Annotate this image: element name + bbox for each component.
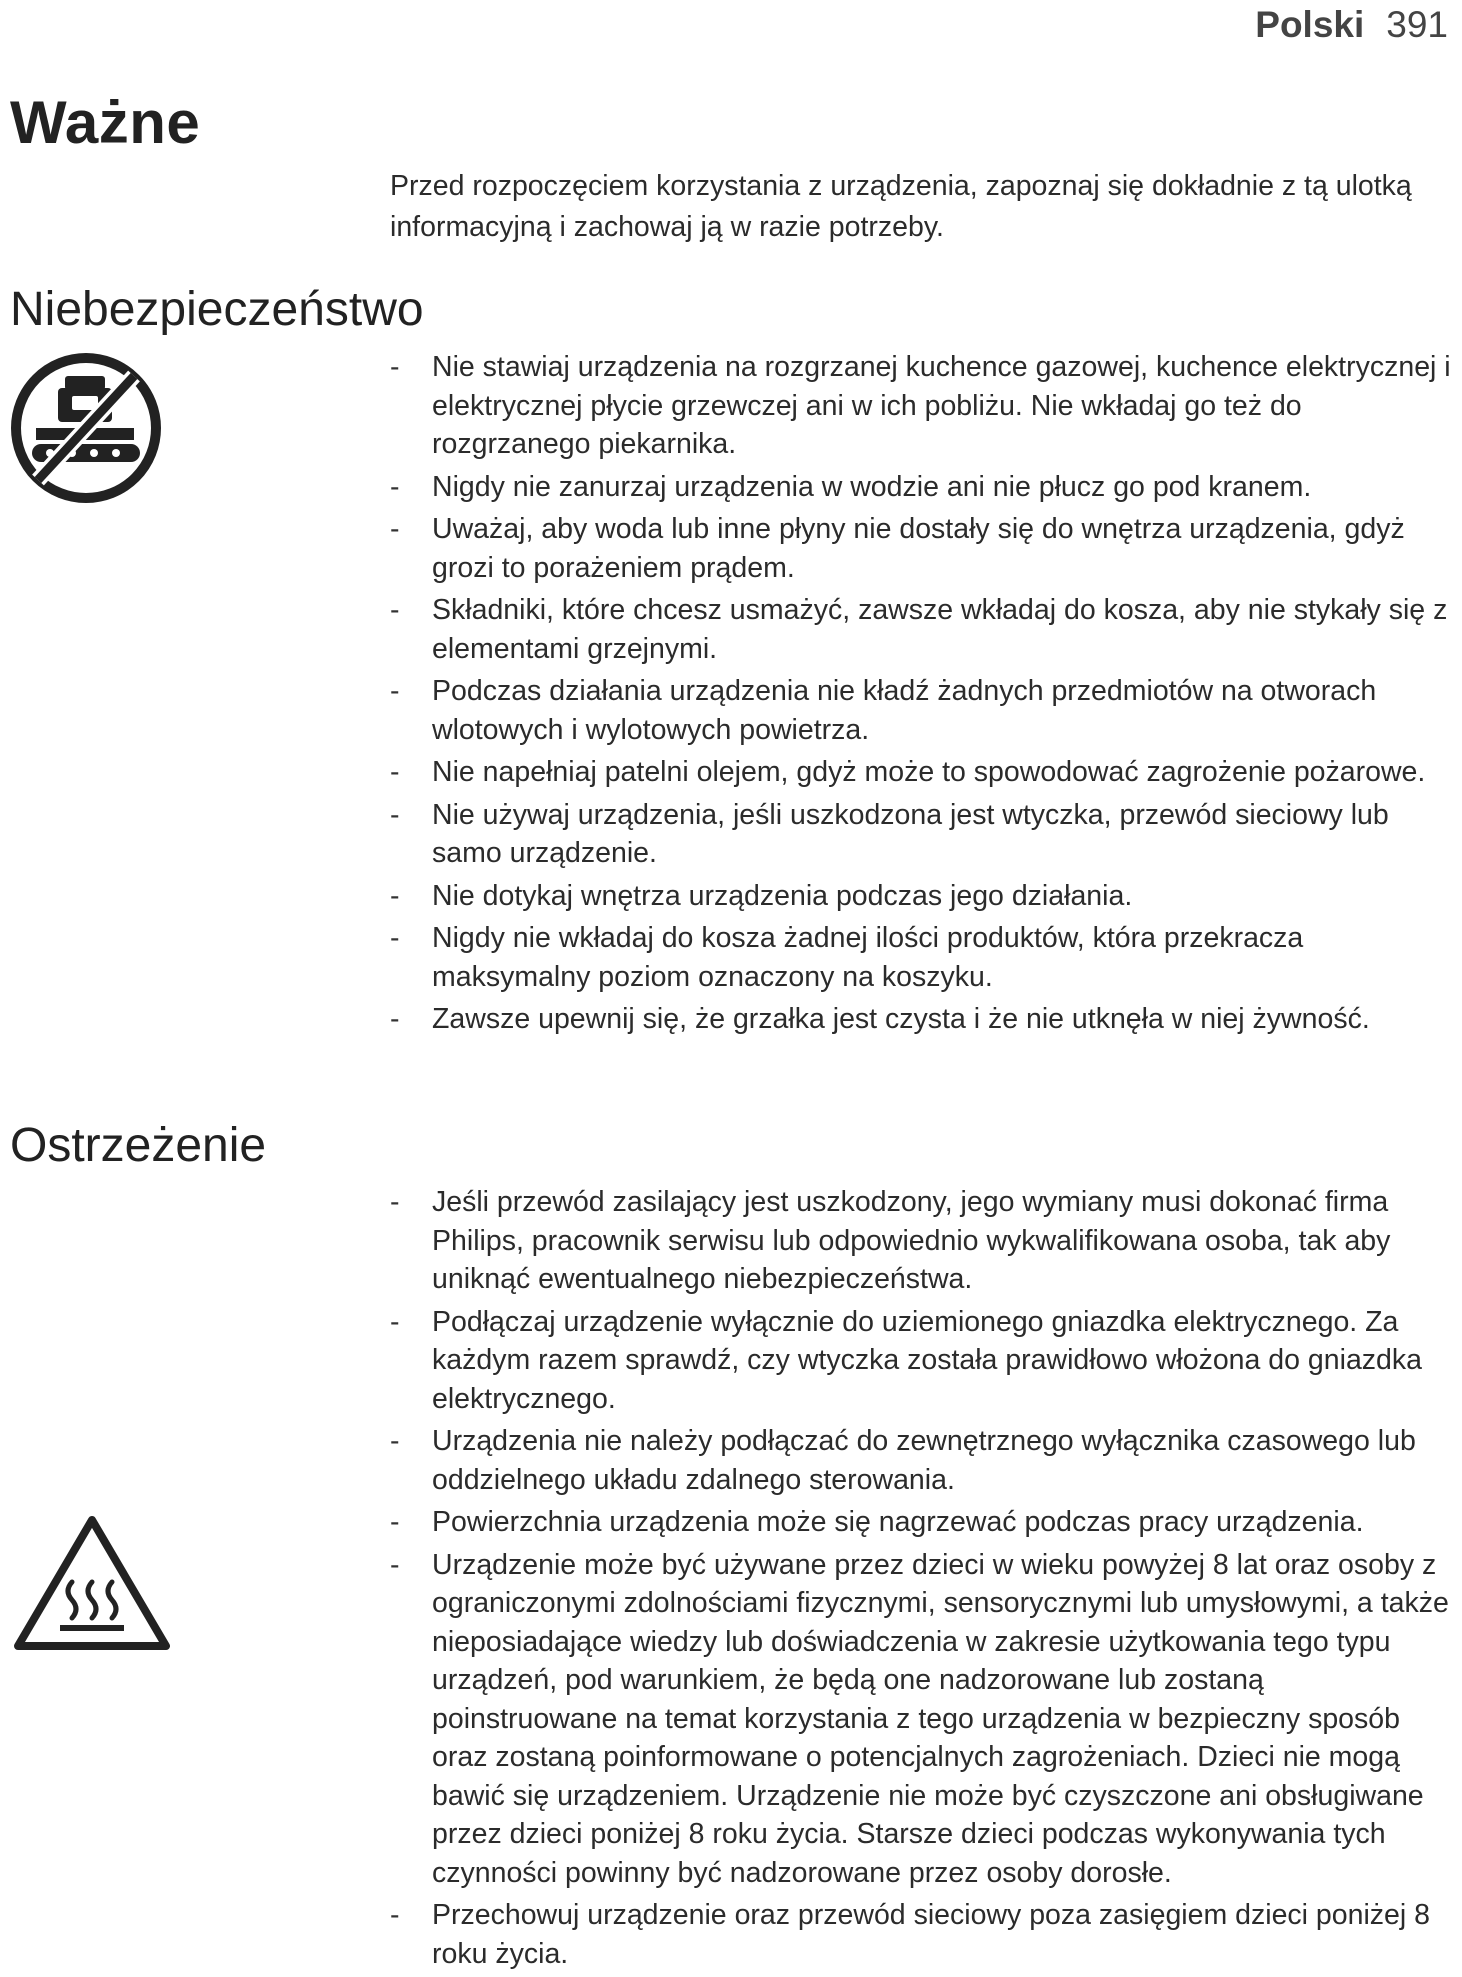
list-item: - Nigdy nie wkładaj do kosza żadnej ilości produktów, która przekracza maksymalny poziom oznaczony na koszyku. <box>390 919 1455 996</box>
list-item: - Składniki, które chcesz usmażyć, zawsze wkładaj do kosza, aby nie stykały się z elementami grzejnymi. <box>390 591 1455 668</box>
hot-surface-warning-icon <box>12 1512 172 1652</box>
heading-important: Ważne <box>10 89 201 156</box>
list-item: - Zawsze upewnij się, że grzałka jest czysta i że nie utknęła w niej żywność. <box>390 1000 1455 1039</box>
list-item: - Nie stawiaj urządzenia na rozgrzanej kuchence gazowej, kuchence elektrycznej i elektrycznej płycie grzewczej ani w ich pobliżu. Nie wkładaj go też do rozgrzanego piekarnika. <box>390 348 1455 464</box>
intro-text: Przed rozpoczęciem korzystania z urządzenia, zapoznaj się dokładnie z tą ulotką informacyjną i zachowaj ją w razie potrzeby. <box>390 170 1412 243</box>
list-item: - Podłączaj urządzenie wyłącznie do uziemionego gniazdka elektrycznego. Za każdym razem sprawdź, czy wtyczka została prawidłowo włożona do gniazdka elektrycznego. <box>390 1303 1455 1419</box>
list-item: - Nie dotykaj wnętrza urządzenia podczas jego działania. <box>390 877 1455 916</box>
list-item: - Nie używaj urządzenia, jeśli uszkodzona jest wtyczka, przewód sieciowy lub samo urządzenie. <box>390 796 1455 873</box>
list-item: - Urządzenia nie należy podłączać do zewnętrznego wyłącznika czasowego lub oddzielnego układu zdalnego sterowania. <box>390 1422 1455 1499</box>
list-item: - Powierzchnia urządzenia może się nagrzewać podczas pracy urządzenia. <box>390 1503 1455 1542</box>
list-item: - Nie napełniaj patelni olejem, gdyż może to spowodować zagrożenie pożarowe. <box>390 753 1455 792</box>
no-hob-icon <box>10 352 162 504</box>
list-item: - Nigdy nie zanurzaj urządzenia w wodzie ani nie płucz go pod kranem. <box>390 468 1455 507</box>
language-label: Polski <box>1255 4 1365 45</box>
heading-danger: Niebezpieczeństwo <box>10 283 424 336</box>
warning-list <box>390 1183 1455 1977</box>
list-item: - Przechowuj urządzenie oraz przewód sieciowy poza zasięgiem dzieci poniżej 8 roku życia. <box>390 1896 1455 1973</box>
list-item: - Podczas działania urządzenia nie kładź żadnych przedmiotów na otworach wlotowych i wylotowych powietrza. <box>390 672 1455 749</box>
list-item: - Uważaj, aby woda lub inne płyny nie dostały się do wnętrza urządzenia, gdyż grozi to porażeniem prądem. <box>390 510 1455 587</box>
list-item: - Jeśli przewód zasilający jest uszkodzony, jego wymiany musi dokonać firma Philips, pracownik serwisu lub odpowiednio wykwalifikowana osoba, tak aby uniknąć ewentualnego niebezpieczeństwa. <box>390 1183 1455 1299</box>
page-number: 391 <box>1386 4 1448 45</box>
heading-warning: Ostrzeżenie <box>10 1119 267 1172</box>
list-item: - Urządzenie może być używane przez dzieci w wieku powyżej 8 lat oraz osoby z ograniczonymi zdolnościami fizycznymi, sensorycznymi lub umysłowymi, a także nieposiadające wiedzy lub doświadczenia w zakresie użytkowania tego typu urządzeń, pod warunkiem, że będą one nadzorowane lub zostaną poinstruowane na temat korzystania z tego urządzenia w bezpieczny sposób oraz zostaną poinformowane o potencjalnych zagrożeniach. Dzieci nie mogą bawić się urządzeniem. Urządzenie nie może być czyszczone ani obsługiwane przez dzieci poniżej 8 roku życia. Starsze dzieci podczas wykonywania tych czynności powinny być nadzorowane przez osoby dorosłe. <box>390 1546 1455 1893</box>
page-header <box>1255 4 1448 46</box>
danger-list <box>390 348 1455 1043</box>
